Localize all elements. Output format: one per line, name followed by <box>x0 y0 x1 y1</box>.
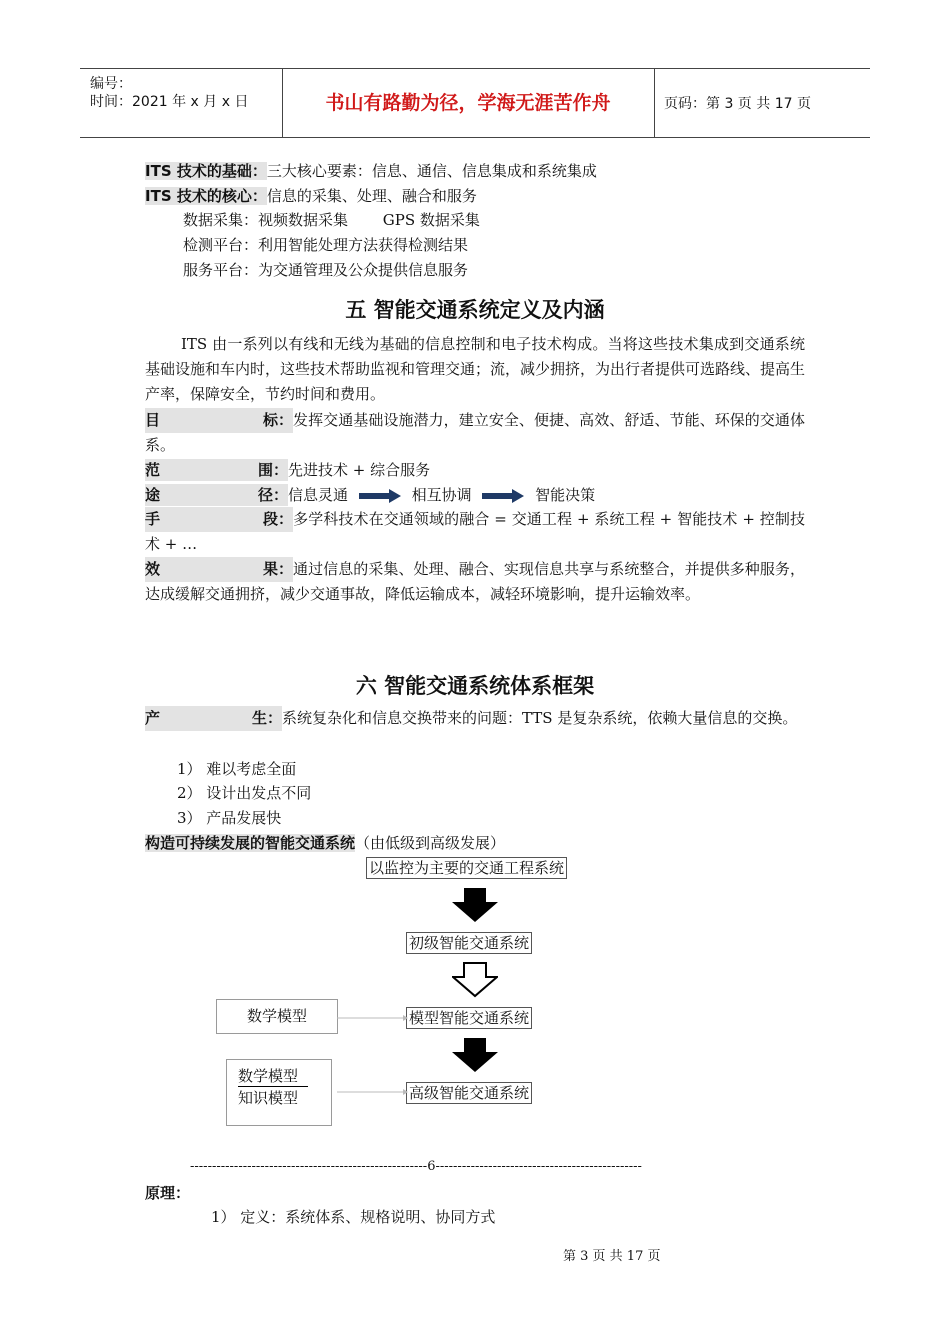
right-arrow-icon <box>482 489 524 503</box>
page-separator: ------------------------------------------------------6----------------------------------------------- <box>190 1159 642 1174</box>
scope-label: 范 围： <box>145 461 288 479</box>
side-box-models <box>226 1059 332 1126</box>
scope-line <box>145 459 430 481</box>
goal-text: 发挥交通基础设施潜力，建立安全、便捷、高效、舒适、节能、环保的交通体系。 <box>145 411 805 454</box>
section-5-intro: ITS 由一系列以有线和无线为基础的信息控制和电子技术构成。当将这些技术集成到交通系统基础设施和车内时，这些技术帮助监视和管理交通；流，减少拥挤，为出行者提供可选路线、提高生产率，保障安全，节约时间和费用。 <box>145 335 806 403</box>
path-label: 途 径： <box>145 486 288 504</box>
its-basis-line <box>145 160 597 182</box>
means-label: 手 段： <box>145 507 293 532</box>
its-item: 检测平台：利用智能处理方法获得检测结果 <box>183 236 469 254</box>
its-item: 服务平台：为交通管理及公众提供信息服务 <box>183 261 469 279</box>
path-step: 智能决策 <box>535 486 596 504</box>
goal-paragraph <box>145 408 805 458</box>
connector-arrow-icon <box>337 1086 409 1098</box>
problem-item: 2） 设计出发点不同 <box>177 784 312 802</box>
build-label: 构造可持续发展的智能交通系统 <box>145 834 356 852</box>
its-basis-text: 三大核心要素：信息、通信、信息集成和系统集成 <box>266 162 597 180</box>
down-arrow-icon <box>452 1038 498 1074</box>
page-header <box>80 68 870 138</box>
flow-box-model: 模型智能交通系统 <box>406 1007 532 1029</box>
its-basis-label: ITS 技术的基础： <box>145 162 267 180</box>
effect-paragraph <box>145 557 805 607</box>
header-divider <box>654 69 655 137</box>
document-time-label: 时间：2021 年 x 月 x 日 <box>90 94 249 110</box>
down-arrow-icon <box>452 888 498 924</box>
section-6-title: 六 智能交通系统体系框架 <box>355 674 595 698</box>
section-5-title: 五 智能交通系统定义及内涵 <box>345 298 605 322</box>
origin-paragraph <box>145 706 805 731</box>
connector-arrow-icon <box>337 1012 409 1024</box>
effect-label: 效 果： <box>145 557 293 582</box>
side-box-line: 数学模型 <box>238 1066 308 1087</box>
page-footer: 第 3 页 共 17 页 <box>563 1249 661 1264</box>
effect-text: 通过信息的采集、处理、融合、实现信息共享与系统整合，并提供多种服务，达成缓解交通拥挤，减少交通事故，降低运输成本，减轻环境影响，提升运输效率。 <box>145 560 805 603</box>
its-core-label: ITS 技术的核心： <box>145 187 267 205</box>
header-motto: 书山有路勤为径，学海无涯苦作舟 <box>325 92 611 114</box>
origin-text: 系统复杂化和信息交换带来的问题：TTS 是复杂系统，依赖大量信息的交换。 <box>282 709 798 727</box>
its-core-text: 信息的采集、处理、融合和服务 <box>266 187 477 205</box>
flow-box-primary: 初级智能交通系统 <box>406 932 532 954</box>
flow-box-advanced: 高级智能交通系统 <box>406 1082 532 1104</box>
header-page-code: 页码：第 3 页 共 17 页 <box>664 96 811 112</box>
goal-label: 目 标： <box>145 408 293 433</box>
side-box-line: 知识模型 <box>238 1089 299 1107</box>
document-number-label: 编号： <box>90 76 132 92</box>
principle-item: 1） 定义：系统体系、规格说明、协同方式 <box>211 1208 496 1226</box>
means-paragraph <box>145 507 805 557</box>
origin-label: 产 生： <box>145 706 282 731</box>
problem-item: 1） 难以考虑全面 <box>177 760 297 778</box>
means-text: 多学科技术在交通领域的融合 = 交通工程 + 系统工程 + 智能技术 + 控制技术 + … <box>145 510 805 553</box>
build-line <box>145 832 505 854</box>
principle-label: 原理： <box>145 1184 191 1202</box>
flow-box-monitoring: 以监控为主要的交通工程系统 <box>366 857 567 879</box>
problem-item: 3） 产品发展快 <box>177 809 282 827</box>
its-core-line <box>145 185 477 207</box>
its-item: 数据采集：视频数据采集 GPS 数据采集 <box>183 211 480 229</box>
path-line <box>145 484 595 506</box>
build-note: （由低级到高级发展） <box>355 834 506 852</box>
path-step: 信息灵通 <box>288 486 349 504</box>
path-step: 相互协调 <box>411 486 472 504</box>
scope-text: 先进技术 + 综合服务 <box>288 461 431 479</box>
right-arrow-icon <box>359 489 401 503</box>
down-arrow-outline-icon <box>452 962 498 998</box>
side-box-math-model: 数学模型 <box>216 999 338 1034</box>
